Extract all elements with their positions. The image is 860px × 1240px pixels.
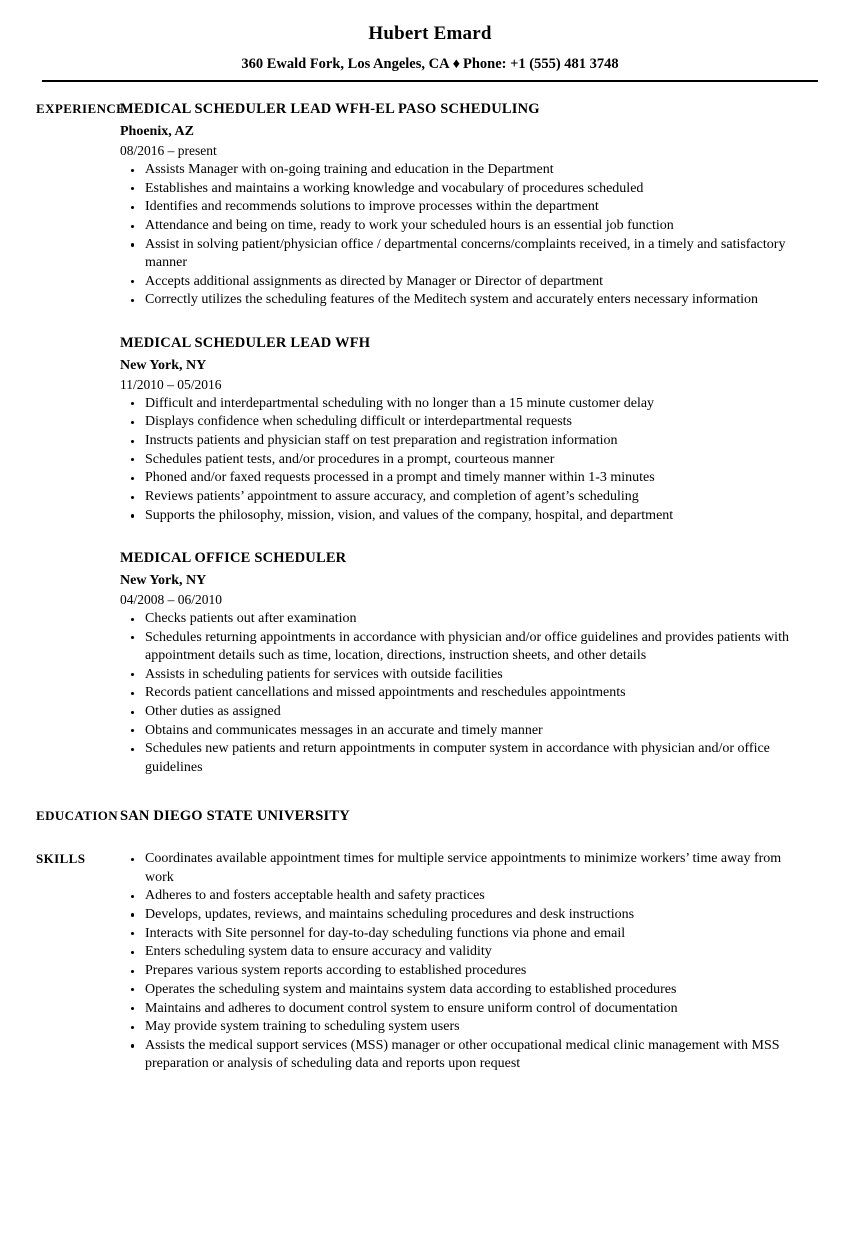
list-item: Schedules patient tests, and/or procedures in a prompt, courteous manner: [120, 451, 807, 469]
job-responsibility-list: [120, 395, 807, 525]
section-label-experience: EXPERIENCE: [36, 101, 126, 116]
list-item: Assists the medical support services (MSS) manager or other occupational medical clinic management with MSS preparation or analysis of scheduling data and reports upon request: [120, 1037, 807, 1073]
list-item: Difficult and interdepartmental scheduling with no longer than a 15 minute customer delay: [120, 395, 807, 413]
job-location: New York, NY: [120, 357, 207, 373]
list-item: Assists in scheduling patients for services with outside facilities: [120, 666, 807, 684]
list-item: Checks patients out after examination: [120, 610, 807, 628]
list-item: Schedules returning appointments in accordance with physician and/or office guidelines and provides patients with appointment details such as time, location, directions, instruction sheets, and other details: [120, 629, 807, 665]
candidate-phone: Phone: +1 (555) 481 3748: [463, 56, 619, 72]
list-item: Phoned and/or faxed requests processed in a prompt and timely manner within 1-3 minutes: [120, 469, 807, 487]
list-item: Attendance and being on time, ready to work your scheduled hours is an essential job function: [120, 217, 807, 235]
skills-body: [120, 850, 860, 1073]
list-item: Instructs patients and physician staff on test preparation and registration information: [120, 432, 807, 450]
job-dates: 08/2016 – present: [120, 143, 217, 158]
resume-header: [0, 0, 860, 82]
list-item: Enters scheduling system data to ensure accuracy and validity: [120, 943, 807, 961]
experience-entry: [120, 334, 807, 525]
job-title: MEDICAL OFFICE SCHEDULER: [120, 550, 347, 567]
list-item: Prepares various system reports according to established procedures: [120, 962, 807, 980]
list-item: Identifies and recommends solutions to improve processes within the department: [120, 198, 807, 216]
job-title: MEDICAL SCHEDULER LEAD WFH-EL PASO SCHEDULING: [120, 101, 540, 117]
list-item: Schedules new patients and return appointments in computer system in accordance with physician and/or office guidelines: [120, 740, 807, 776]
section-label-education: EDUCATION: [36, 807, 119, 823]
skills-section: [0, 850, 860, 1073]
education-section: [0, 807, 860, 825]
candidate-name: Hubert Emard: [368, 23, 492, 44]
list-item: Interacts with Site personnel for day-to-day scheduling functions via phone and email: [120, 925, 807, 943]
list-item: Operates the scheduling system and maintains system data according to established procedures: [120, 981, 807, 999]
list-item: Records patient cancellations and missed appointments and reschedules appointments: [120, 684, 807, 702]
list-item: Supports the philosophy, mission, vision, and values of the company, hospital, and department: [120, 507, 807, 525]
list-item: Obtains and communicates messages in an accurate and timely manner: [120, 722, 807, 740]
experience-section: [0, 100, 860, 777]
job-responsibility-list: [120, 610, 807, 777]
header-divider: [42, 80, 818, 82]
experience-entry: [120, 549, 807, 777]
list-item: Reviews patients’ appointment to assure accuracy, and completion of agent’s scheduling: [120, 488, 807, 506]
list-item: Develops, updates, reviews, and maintains scheduling procedures and desk instructions: [120, 906, 807, 924]
section-label-skills: SKILLS: [36, 850, 86, 866]
list-item: Assist in solving patient/physician office / departmental concerns/complaints received, in a timely and satisfactory manner: [120, 236, 807, 272]
list-item: Maintains and adheres to document control system to ensure uniform control of documentation: [120, 1000, 807, 1018]
list-item: Adheres to and fosters acceptable health and safety practices: [120, 887, 807, 905]
list-item: Other duties as assigned: [120, 703, 807, 721]
education-body: [120, 807, 860, 825]
experience-entry: [120, 100, 807, 310]
experience-body: [120, 100, 860, 777]
job-responsibility-list: [120, 161, 807, 310]
job-location: Phoenix, AZ: [120, 124, 194, 139]
skills-list: [120, 850, 807, 1073]
list-item: May provide system training to scheduling system users: [120, 1018, 807, 1036]
list-item: Displays confidence when scheduling difficult or interdepartmental requests: [120, 413, 807, 431]
list-item: Establishes and maintains a working knowledge and vocabulary of procedures scheduled: [120, 180, 807, 198]
list-item: Assists Manager with on-going training and education in the Department: [120, 161, 807, 179]
candidate-contact-line: [0, 54, 860, 74]
candidate-address: 360 Ewald Fork, Los Angeles, CA: [241, 56, 450, 72]
school-name: SAN DIEGO STATE UNIVERSITY: [120, 807, 350, 824]
job-title: MEDICAL SCHEDULER LEAD WFH: [120, 334, 371, 351]
job-dates: 04/2008 – 06/2010: [120, 592, 223, 608]
list-item: Coordinates available appointment times for multiple service appointments to minimize workers’ time away from work: [120, 850, 807, 886]
list-item: Correctly utilizes the scheduling features of the Meditech system and accurately enters necessary information: [120, 291, 807, 309]
list-item: Accepts additional assignments as directed by Manager or Director of department: [120, 273, 807, 291]
job-location: New York, NY: [120, 573, 207, 589]
diamond-separator-icon: ♦: [452, 56, 460, 72]
job-dates: 11/2010 – 05/2016: [120, 376, 222, 392]
